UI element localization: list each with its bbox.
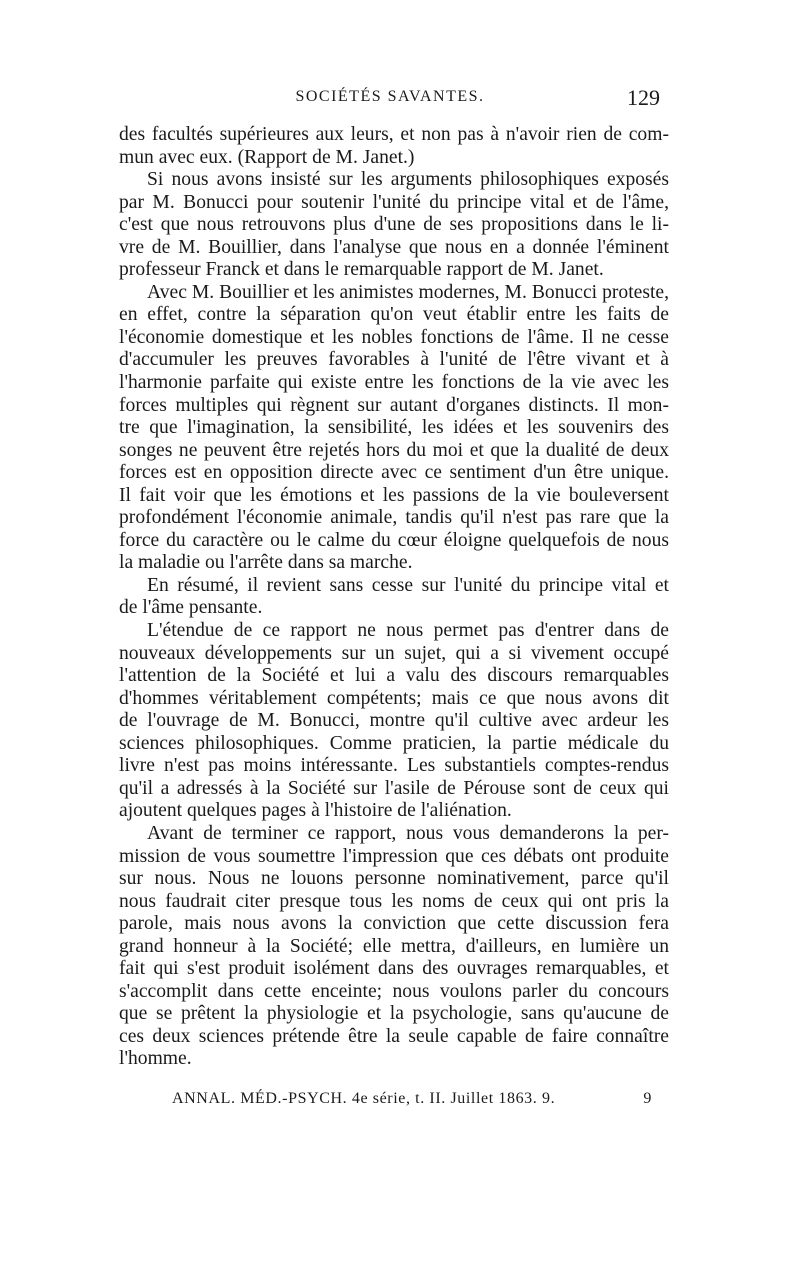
text-line: L'étendue de ce rapport ne nous permet pas d'entrer dans de [147, 620, 669, 642]
text-line: fait qui s'est produit isolément dans des ouvrages remarquables, et [119, 958, 669, 980]
text-line: grand honneur à la Société; elle mettra, d'ailleurs, en lumière un [119, 935, 669, 957]
text-line: qu'il a adressés à la Société sur l'asile de Pérouse sont de ceux qui [119, 777, 669, 799]
text-line: Avec M. Bouillier et les animistes modernes, M. Bonucci proteste, [147, 281, 669, 303]
text-line: mun avec eux. (Rapport de M. Janet.) [119, 146, 415, 168]
text-line: l'économie domestique et les nobles fonctions de l'âme. Il ne cesse [119, 326, 669, 348]
text-line: vre de M. Bouillier, dans l'analyse que nous en a donnée l'éminent [119, 236, 669, 258]
text-line: sciences philosophiques. Comme praticien, la partie médicale du [119, 732, 669, 754]
footer-imprint: ANNAL. MÉD.-PSYCH. 4e série, t. II. Juillet 1863. 9. [172, 1090, 556, 1107]
text-line: parole, mais nous avons la conviction que cette discussion fera [119, 913, 669, 935]
text-line: Avant de terminer ce rapport, nous vous demanderons la per- [147, 822, 669, 844]
text-line: nous faudrait citer presque tous les noms de ceux qui ont pris la [119, 890, 669, 912]
body-text [119, 124, 669, 1071]
text-line: d'accumuler les preuves favorables à l'unité de l'être vivant et à [119, 349, 669, 371]
text-line: forces multiples qui règnent sur autant d'organes distincts. Il mon- [119, 394, 669, 416]
text-line: songes ne peuvent être rejetés hors du moi et que la dualité de deux [119, 439, 669, 461]
text-line: forces est en opposition directe avec ce sentiment d'un être unique. [119, 462, 669, 484]
text-line: force du caractère ou le calme du cœur éloigne quelquefois de nous [119, 529, 669, 551]
running-head: SOCIÉTÉS SAVANTES. [295, 88, 485, 105]
page-footer [172, 1090, 652, 1108]
text-line: mission de vous soumettre l'impression que ces débats ont produite [119, 845, 669, 867]
text-line: nouveaux développements sur un sujet, qui a si vivement occupé [119, 642, 669, 664]
page-header [120, 85, 660, 118]
text-line: ajoutent quelques pages à l'histoire de l'aliénation. [119, 800, 512, 822]
text-line: profondément l'économie animale, tandis qu'il n'est pas rare que la [119, 507, 669, 529]
text-line: que se prêtent la physiologie et la psychologie, sans qu'aucune de [119, 1003, 669, 1025]
text-line: des facultés supérieures aux leurs, et non pas à n'avoir rien de com- [119, 124, 669, 145]
signature-mark: 9 [643, 1090, 652, 1107]
text-line: sur nous. Nous ne louons personne nominativement, parce qu'il [119, 868, 669, 890]
text-line: Si nous avons insisté sur les arguments philosophiques exposés [147, 169, 669, 191]
text-line: en effet, contre la séparation qu'on veut établir entre les faits de [119, 304, 669, 326]
text-line: Il fait voir que les émotions et les passions de la vie bouleversent [119, 484, 669, 506]
text-line: ces deux sciences prétende être la seule capable de faire connaître [119, 1025, 669, 1047]
text-line: l'attention de la Société et lui a valu des discours remarquables [119, 665, 669, 687]
text-line: d'hommes véritablement compétents; mais ce que nous avons dit [119, 687, 669, 709]
text-line: la maladie ou l'arrête dans sa marche. [119, 552, 413, 574]
text-line: s'accomplit dans cette enceinte; nous voulons parler du concours [119, 980, 669, 1002]
text-line: l'harmonie parfaite qui existe entre les fonctions de la vie avec les [119, 372, 669, 394]
text-line: tre que l'imagination, la sensibilité, les idées et les souvenirs des [119, 417, 669, 439]
text-line: de l'ouvrage de M. Bonucci, montre qu'il cultive avec ardeur les [119, 710, 669, 732]
text-line: En résumé, il revient sans cesse sur l'unité du principe vital et [147, 574, 669, 596]
text-line: livre n'est pas moins intéressante. Les substantiels comptes-rendus [119, 755, 669, 777]
text-line: c'est que nous retrouvons plus d'une de ses propositions dans le li- [119, 214, 669, 236]
text-line: professeur Franck et dans le remarquable rapport de M. Janet. [119, 259, 604, 281]
text-line: l'homme. [119, 1048, 192, 1070]
text-line: de l'âme pensante. [119, 597, 263, 619]
text-line: par M. Bonucci pour soutenir l'unité du principe vital et de l'âme, [119, 191, 669, 213]
page-number: 129 [627, 85, 660, 110]
